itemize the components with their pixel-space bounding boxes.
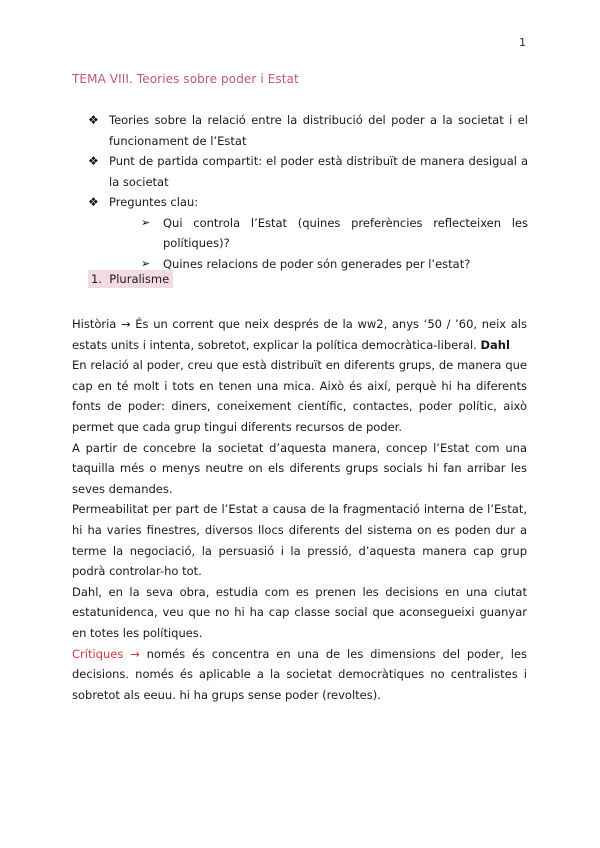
bullet-text: Punt de partida compartit: el poder està distribuït de manera desigual a la societat <box>109 154 528 189</box>
page-title: TEMA VIII. Teories sobre poder i Estat <box>72 72 299 86</box>
paragraph <box>72 644 527 706</box>
diamond-bullet-icon: ❖ <box>88 154 99 168</box>
paragraph: Dahl, en la seva obra, estudia com es prenen les decisions en una ciutat estatunidenca, veu que no hi ha cap classe social que aconsegueixi guanyar en totes les polítiques. <box>72 584 527 640</box>
list-item <box>88 192 528 274</box>
arrowhead-bullet-icon: ➢ <box>141 215 151 229</box>
diamond-bullet-icon: ❖ <box>88 195 99 209</box>
body-text <box>72 314 527 705</box>
sub-bullet-text: Qui controla l’Estat (quines preferències reflecteixen les polítiques)? <box>163 215 528 250</box>
paragraph-text: només és concentra en una de les dimensions del poder, les decisions. només és aplicable a la societat democràtiques no centralistes i sobretot als eeuu. hi ha grups sense poder (revoltes). <box>72 646 528 702</box>
paragraph-text: Història → És un corrent que neix després de la ww2, anys ‘50 / ’60, neix als estats units i intenta, sobretot, explicar la política democràtica-liberal. <box>72 317 527 352</box>
paragraph: En relació al poder, creu que està distribuït en diferents grups, de manera que cap en té molt i tots en tenen una mica. Això és així, perquè hi ha diferents fonts de poder: diners, coneixement científic, contactes, poder polític, això permet que cada grup tingui diferents recursos de poder. <box>72 358 527 434</box>
critiques-label: Crítiques → <box>72 646 140 661</box>
paragraph: Permeabilitat per part de l’Estat a causa de la fragmentació interna de l’Estat, hi ha varies finestres, diversos llocs diferents del sistema on es poden dur a terme la negociació, la persuasió i la pressió, d’aquesta manera cap grup podrà controlar-ho tot. <box>72 502 527 579</box>
sub-bullet-list <box>109 213 528 275</box>
arrowhead-bullet-icon: ➢ <box>141 256 151 270</box>
paragraph <box>72 314 527 355</box>
sub-bullet-text: Quines relacions de poder són generades per l’estat? <box>163 256 471 271</box>
section-number: 1. <box>91 272 102 286</box>
bullet-list <box>88 110 528 274</box>
list-item <box>88 110 528 151</box>
page-number: 1 <box>519 36 526 49</box>
list-item <box>88 151 528 192</box>
list-item <box>141 254 528 275</box>
paragraph: A partir de concebre la societat d’aquesta manera, concep l’Estat com una taquilla més o menys neutre on els diferents grups socials hi fan arribar les seves demandes. <box>72 440 527 496</box>
bullet-text: Preguntes clau: <box>109 195 199 209</box>
diamond-bullet-icon: ❖ <box>88 113 99 127</box>
bold-name: Dahl <box>480 337 510 352</box>
section-title: Pluralisme <box>109 272 170 286</box>
section-heading <box>88 272 173 286</box>
list-item <box>141 213 528 254</box>
section-highlight <box>88 270 173 288</box>
bullet-text: Teories sobre la relació entre la distribució del poder a la societat i el funcionament de l’Estat <box>109 113 528 148</box>
